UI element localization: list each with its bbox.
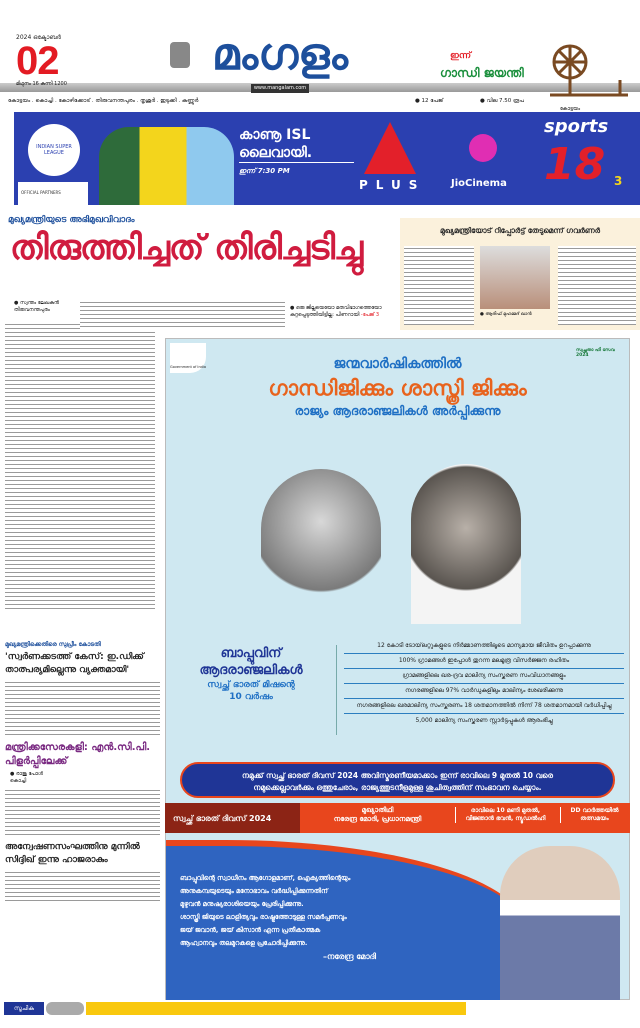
story3-dateline: കൊച്ചി: [10, 778, 27, 784]
cta-line-1: നമുക്ക് സ്വച്ഛ് ഭാരത് ദിവസ് 2024 അവിസ്മരണീയമാക്കാം ഇന്ന് രാവിലെ 9 മുതൽ 10 വരെ: [242, 771, 553, 780]
event-time-venue: [455, 807, 555, 823]
quote-panel: [166, 840, 526, 1000]
asianet-logo-icon: [364, 122, 416, 174]
charkha-icon: [540, 40, 630, 98]
date-year-month: 2024 ഒക്ടോബർ: [16, 34, 61, 41]
story2-body: [5, 680, 160, 736]
page-count: ● 12 പേജ്: [415, 98, 444, 104]
governor-headline: മുഖ്യമന്ത്രിയോട് റിപ്പോർട്ട് തേടുമെന്ന് ഗവർണർ: [440, 226, 600, 235]
modi-photo: [500, 846, 620, 1000]
tribute-block: [171, 645, 331, 703]
story4-headline[interactable]: അന്വേഷണസംഘത്തിനു മുന്നിൽ സിദ്ദിഖ് ഇന്നു ഹാജരാകും: [5, 842, 140, 865]
isl-headline-1: കാണൂ ISL: [239, 127, 311, 143]
achievement-item: നഗരങ്ങളിലെ ഖരമാലിന്യ സംസ്കരണം 18 ശതമാനത്തിൽ നിന്ന് 78 ശതമാനമായി വർധിപ്പിച്ചു: [344, 699, 624, 714]
ad-kicker: ജന്മവാർഷികത്തിൽ: [333, 356, 462, 372]
tribute-2: ആദരാഞ്ജലികൾ: [199, 663, 303, 678]
story2-headline[interactable]: 'സ്വർണക്കടത്ത് കേസ്: ഇ.ഡിക്ക് താത്പര്യമില്ലെന്നു വ്യക്തമായി': [5, 652, 144, 675]
lead-body-text: [80, 300, 285, 330]
government-of-india-emblem: Government of India: [170, 343, 206, 373]
achievement-item: ഗ്രാമങ്ങളിലെ ഖര-ദ്രവ മാലിന്യ സംസ്കരണ സംവിധാനങ്ങളും: [344, 669, 624, 684]
governor-caption: ● ആരിഫ് മുഹമ്മദ് ഖാൻ: [480, 312, 532, 317]
event-name: സ്വച്ഛ് ഭാരത് ദിവസ് 2024: [165, 803, 300, 833]
governor-story[interactable]: [400, 218, 640, 330]
isl-text-block: [239, 126, 354, 176]
lead-dateline: തിരുവനന്തപുരം: [14, 307, 50, 313]
quote-line: ശാസ്ത്രി ജിയുടെ ലാളിത്യവും രാഷ്ട്രത്തോടുള്ള സമർപ്പണവും: [180, 913, 347, 921]
achievements-list: [344, 639, 624, 729]
lead-teaser[interactable]: ● ഒരു ജില്ലയെയോ മതവിഭാഗത്തെയോ കുറ്റപ്പെടുത്തിയിട്ടില്ല: പിണറായി -പേജ് 3: [290, 305, 382, 318]
lead-kicker: മുഖ്യമന്ത്രിയുടെ അഭിമുഖവിവാദം: [8, 215, 135, 225]
isl-logo: INDIAN SUPER LEAGUE: [28, 124, 80, 176]
governor-body: [404, 246, 474, 325]
achievement-item: 5,000 മാലിന്യ സംസ്കരണ സ്റ്റാർട്ടപ്പുകൾ ആരംഭിച്ചു: [415, 717, 553, 724]
lead-credit: [14, 300, 74, 314]
date-block: [16, 34, 67, 88]
event-time: രാവിലെ 10 മണി മുതൽ,: [470, 807, 541, 814]
story4-body: [5, 870, 160, 902]
call-to-action-banner: [180, 762, 615, 798]
quote-line: ആഹ്വാനവും തലമുറകളെ പ്രചോദിപ്പിക്കുന്നു.: [180, 939, 308, 947]
divider: [336, 645, 337, 735]
gandhi-portrait: [261, 469, 381, 619]
ad-subtitle: രാജ്യം ആദരാഞ്ജലികൾ അർപ്പിക്കുന്നു: [294, 404, 501, 418]
lead-byline: ● സ്വന്തം ലേഖകൻ: [14, 300, 59, 306]
edition-city: കോട്ടയം: [560, 106, 581, 112]
shastri-portrait: [411, 464, 521, 624]
index-tab: [46, 1002, 84, 1015]
story3-headline[interactable]: മന്ത്രിക്കസേരകളി: എൻ.സി.പി. പിളർപ്പിലേക്ക്: [5, 742, 151, 767]
guest-name: നരേന്ദ്ര മോദി, പ്രധാനമന്ത്രി: [333, 815, 422, 823]
cta-line-2: നമുക്കെല്ലാവർക്കും ഒത്തുചേരാം, രാജ്യത്തുടനീളമുള്ള ശുചിത്വത്തിന് സംഭാവന ചെയ്യാം.: [253, 783, 542, 792]
quote-line: ജയ് ജവാൻ, ജയ് കിസാൻ എന്ന പ്രതീകാത്മക: [180, 926, 321, 934]
live-label: തത്സമയം: [580, 815, 609, 822]
quote-author: –നരേന്ദ്ര മോദി: [322, 952, 376, 961]
dd-label: DD വാർത്തയിൽ: [570, 807, 619, 814]
story2-kicker: മുഖ്യമന്ത്രിക്കെതിരെ സുപ്രീം കോടതി: [5, 641, 101, 648]
tribute-1: ബാപ്പുവിന്: [220, 646, 282, 661]
isl-time: ഇന്ന് 7:30 PM: [239, 167, 290, 175]
logo-block: [200, 28, 360, 93]
price: ● വില 7.50 രൂപ: [480, 98, 524, 104]
chief-guest: [305, 806, 450, 824]
website-url[interactable]: www.mangalam.com: [251, 84, 309, 93]
left-stories: [5, 640, 160, 902]
sports18-number: 18: [544, 139, 606, 190]
lead-headline[interactable]: തിരുത്തിച്ചത് തിരിച്ചടിച്ചു: [10, 228, 363, 268]
channel-plus: PLUS: [359, 178, 426, 192]
guest-label: മുഖ്യാതിഥി: [361, 806, 394, 814]
sports18-sub: 3: [614, 174, 623, 188]
governor-body-2: [558, 246, 636, 325]
emblem-icon: [170, 42, 190, 68]
isl-advertisement[interactable]: [14, 112, 640, 205]
story3-byline: ● രാജു പോൾ: [10, 771, 43, 777]
index-label: സൂചിക: [4, 1002, 44, 1015]
editions-list: കോട്ടയം . കൊച്ചി . കോഴിക്കോട് . തിരുവനന്തപുരം . തൃശൂർ . ഇടുക്കി . കണ്ണൂർ: [8, 98, 199, 104]
event-venue: വിജ്ഞാൻ ഭവൻ, ന്യൂഡൽഹി: [465, 815, 546, 822]
today-label: ഇന്ന്: [450, 51, 471, 61]
date-day: 02: [16, 39, 59, 83]
achievement-item: നഗരങ്ങളിലെ 97% വാർഡുകളിലും മാലിന്യം ശേഖരിക്കുന്നു: [344, 684, 624, 699]
newspaper-logo: മംഗളം: [212, 29, 348, 80]
lead-body-column: [5, 322, 155, 610]
sports18-label: sports: [544, 116, 609, 137]
modi-quote: [166, 846, 526, 963]
quote-line: അനുകമ്പയുടെയും മനോഭാവം വർദ്ധിപ്പിക്കുന്നതിന്: [180, 887, 328, 895]
mission-years: 10 വർഷം: [229, 692, 273, 702]
malayalam-date: മിഥുനം 16 കന്നി 1200: [16, 81, 67, 87]
event-strip: [165, 803, 630, 833]
story3-body: [5, 788, 160, 836]
jiocinema-icon: [469, 134, 497, 162]
channel-jiocinema: JioCinema: [451, 178, 507, 189]
ad-title: ഗാന്ധിജിക്കും ശാസ്ത്രി ജിക്കും: [268, 376, 527, 400]
dd-live: [560, 807, 628, 823]
achievement-item: 12 കോടി ടോയ്‌ലറ്റുകളുടെ നിർമ്മാണത്തിലൂടെ മാന്യമായ ജീവിതം ഉറപ്പാക്കുന്നു: [344, 639, 624, 654]
quote-line: മുഴുവൻ മനുഷ്യരാശിയെയും പ്രേരിപ്പിക്കുന്നു.: [180, 900, 304, 908]
gandhi-jayanti-label: ഗാന്ധി ജയന്തി: [440, 66, 524, 80]
swachhata-badge: സ്വച്ഛതാ ഹി സേവ 2024: [576, 348, 615, 358]
governor-photo: [480, 246, 550, 309]
isl-headline-2: ലൈവായി.: [239, 144, 354, 163]
market-ticker: [86, 1002, 466, 1015]
mission-label: സ്വച്ഛ് ഭാരത് മിഷന്റെ: [207, 680, 295, 690]
official-partners: OFFICIAL PARTNERS: [18, 182, 88, 205]
players-image: [99, 127, 234, 205]
quote-line: ബാപ്പുവിന്റെ സ്വാധീനം ആഗോളമാണ്, ഐക്യത്തിന്റെയും: [180, 874, 351, 882]
achievement-item: 100% ഗ്രാമങ്ങൾ ഇപ്പോൾ തുറന്ന മലമൂത്ര വിസർജ്ജന രഹിതം: [344, 654, 624, 669]
